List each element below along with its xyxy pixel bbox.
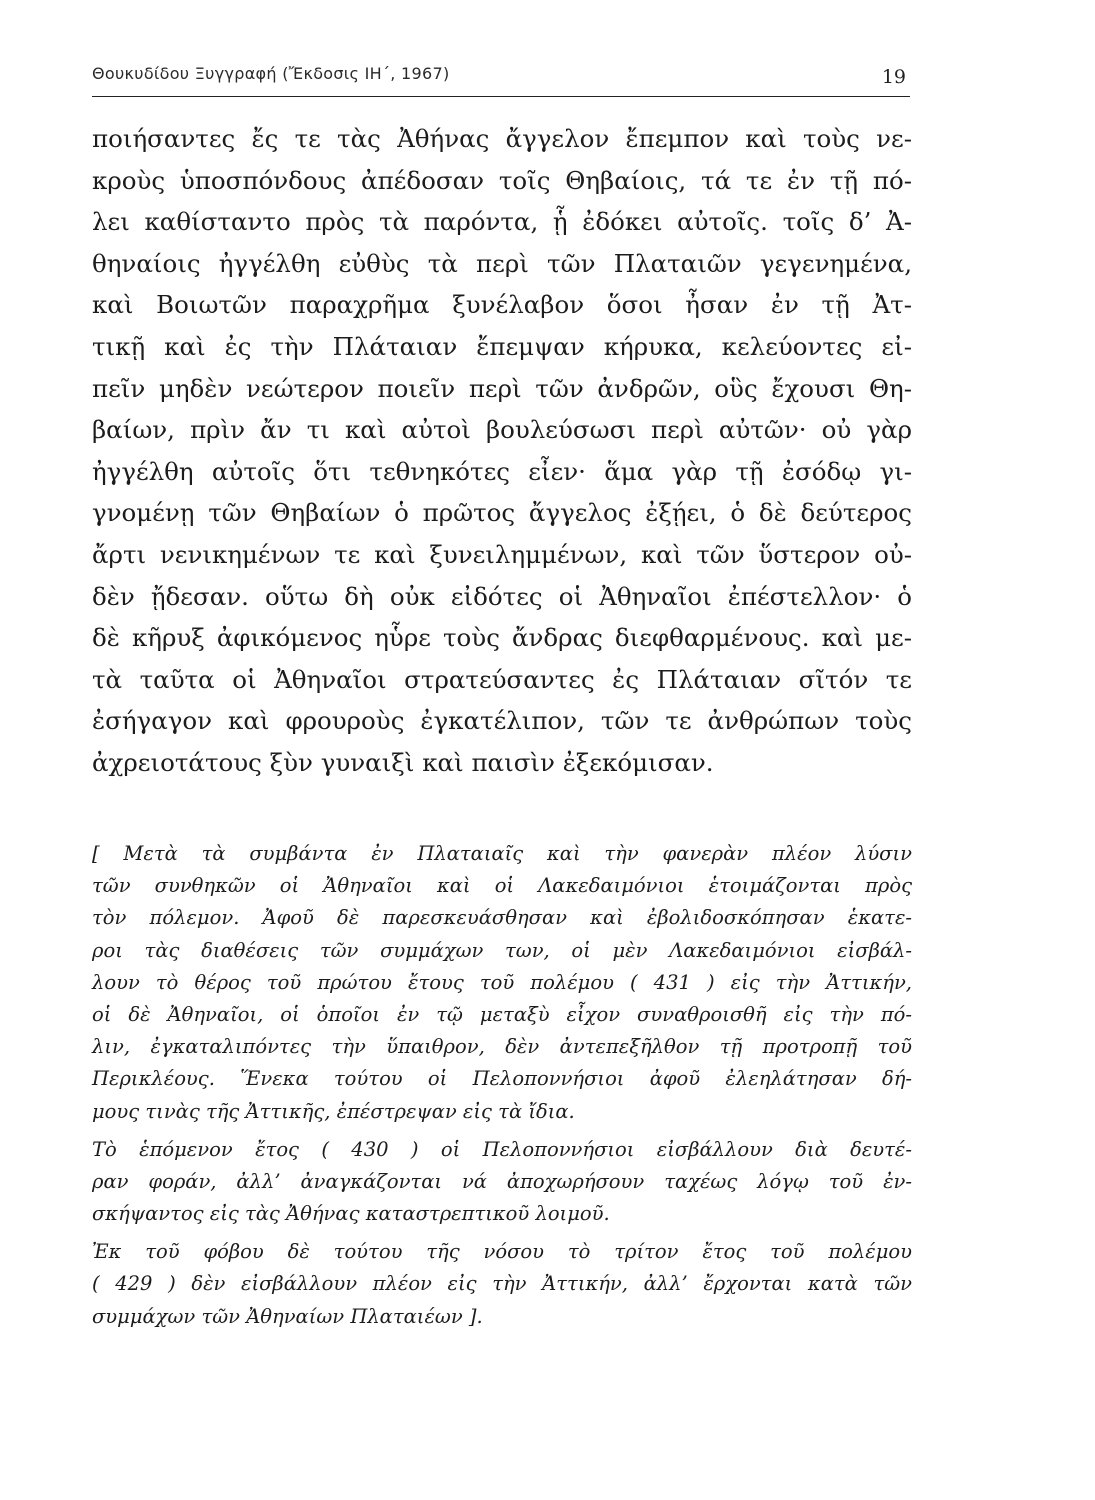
summary-line: Περικλέους. Ἕνεκα τούτου οἱ Πελοποννήσιοι ἀφοῦ ἐλεηλάτησαν δή-	[92, 1067, 912, 1091]
text-line: ἐσήγαγον καὶ φρουροὺς ἐγκατέλιπον, τῶν τε ἀνθρώπων τοὺς	[92, 706, 912, 736]
summary-line: λουν τὸ θέρος τοῦ πρώτου ἔτους τοῦ πολέμου ( 431 ) εἰς τὴν Ἀττικήν,	[92, 970, 912, 994]
text-line: κροὺς ὑποσπόνδους ἀπέδοσαν τοῖς Θηβαίοις, τά τε ἐν τῇ πό-	[92, 165, 912, 195]
text-line: ἀχρειοτάτους ξὺν γυναιξὶ καὶ παισὶν ἐξεκόμισαν.	[92, 747, 714, 777]
header-title: Θουκυδίδου Ξυγγραφή (Ἔκδοσις ΙΗ΄, 1967)	[92, 64, 450, 83]
summary-line: [ Μετὰ τὰ συμβάντα ἐν Πλαταιαῖς καὶ τὴν φανερὰν πλέον λύσιν	[92, 842, 912, 865]
running-header	[92, 60, 910, 97]
summary-line: ραν φοράν, ἀλλ’ ἀναγκάζονται νά ἀποχωρήσουν ταχέως λόγῳ τοῦ ἐν-	[92, 1169, 912, 1193]
text-line: τικῇ καὶ ἐς τὴν Πλάταιαν ἔπεμψαν κήρυκα, κελεύοντες εἰ-	[92, 331, 912, 361]
summary-line: οἱ δὲ Ἀθηναῖοι, οἱ ὁποῖοι ἐν τῷ μεταξὺ εἶχον συναθροισθῆ εἰς τὴν πό-	[92, 1002, 912, 1026]
text-line: δὲ κῆρυξ ἀφικόμενος ηὗρε τοὺς ἄνδρας διεφθαρμένους. καὶ με-	[92, 623, 912, 653]
summary-line: ( 429 ) δὲν εἰσβάλλουν πλέον εἰς τὴν Ἀττικήν, ἀλλ’ ἔρχονται κατὰ τῶν	[92, 1272, 912, 1296]
summary-line: μους τινὰς τῆς Ἀττικῆς, ἐπέστρεψαν εἰς τὰ ἴδια.	[92, 1099, 575, 1123]
text-line: ἠγγέλθη αὐτοῖς ὅτι τεθνηκότες εἶεν· ἅμα γὰρ τῇ ἐσόδῳ γι-	[92, 456, 912, 486]
text-line: βαίων, πρὶν ἄν τι καὶ αὐτοὶ βουλεύσωσι περὶ αὐτῶν· οὐ γὰρ	[92, 415, 912, 445]
page-number: 19	[881, 66, 906, 88]
summary-line: τῶν συνθηκῶν οἱ Ἀθηναῖοι καὶ οἱ Λακεδαιμόνιοι ἑτοιμάζονται πρὸς	[92, 874, 912, 898]
main-text-block	[92, 118, 912, 784]
text-line: ἄρτι νενικημένων τε καὶ ξυνειλημμένων, καὶ τῶν ὕστερον οὐ-	[92, 539, 912, 569]
summary-paragraph	[92, 1134, 912, 1231]
summary-paragraph	[92, 838, 912, 1128]
text-line: καὶ Βοιωτῶν παραχρῆμα ξυνέλαβον ὅσοι ἦσαν ἐν τῇ Ἀτ-	[92, 290, 912, 320]
text-line: γνομένῃ τῶν Θηβαίων ὁ πρῶτος ἄγγελος ἐξῄει, ὁ δὲ δεύτερος	[92, 498, 912, 528]
summary-block	[92, 838, 912, 1333]
text-line: πεῖν μηδὲν νεώτερον ποιεῖν περὶ τῶν ἀνδρῶν, οὓς ἔχουσι Θη-	[92, 373, 912, 403]
text-line: θηναίοις ἠγγέλθη εὐθὺς τὰ περὶ τῶν Πλαταιῶν γεγενημένα,	[92, 248, 912, 278]
summary-line: Ἐκ τοῦ φόβου δὲ τούτου τῆς νόσου τὸ τρίτον ἔτος τοῦ πολέμου	[92, 1240, 912, 1264]
text-line: λει καθίσταντο πρὸς τὰ παρόντα, ᾗ ἐδόκει αὐτοῖς. τοῖς δ’ Ἀ-	[92, 207, 912, 237]
summary-line: ροι τὰς διαθέσεις τῶν συμμάχων των, οἱ μὲν Λακεδαιμόνιοι εἰσβάλ-	[92, 938, 912, 962]
summary-paragraph	[92, 1236, 912, 1333]
summary-line: σκήψαντος εἰς τὰς Ἀθήνας καταστρεπτικοῦ λοιμοῦ.	[92, 1202, 610, 1226]
text-line: ποιήσαντες ἔς τε τὰς Ἀθήνας ἄγγελον ἔπεμπον καὶ τοὺς νε-	[92, 124, 912, 153]
summary-line: τὸν πόλεμον. Ἀφοῦ δὲ παρεσκευάσθησαν καὶ ἐβολιδοσκόπησαν ἑκατε-	[92, 906, 912, 930]
summary-line: Τὸ ἑπόμενον ἔτος ( 430 ) οἱ Πελοποννήσιοι εἰσβάλλουν διὰ δευτέ-	[92, 1137, 912, 1161]
text-line: τὰ ταῦτα οἱ Ἀθηναῖοι στρατεύσαντες ἐς Πλάταιαν σῖτόν τε	[92, 664, 912, 694]
summary-line: συμμάχων τῶν Ἀθηναίων Πλαταιέων ].	[92, 1304, 483, 1328]
text-line: δὲν ᾔδεσαν. οὕτω δὴ οὐκ εἰδότες οἱ Ἀθηναῖοι ἐπέστελλον· ὁ	[92, 581, 912, 611]
summary-line: λιν, ἐγκαταλιπόντες τὴν ὕπαιθρον, δὲν ἀντεπεξῆλθον τῇ προτροπῇ τοῦ	[92, 1035, 912, 1059]
